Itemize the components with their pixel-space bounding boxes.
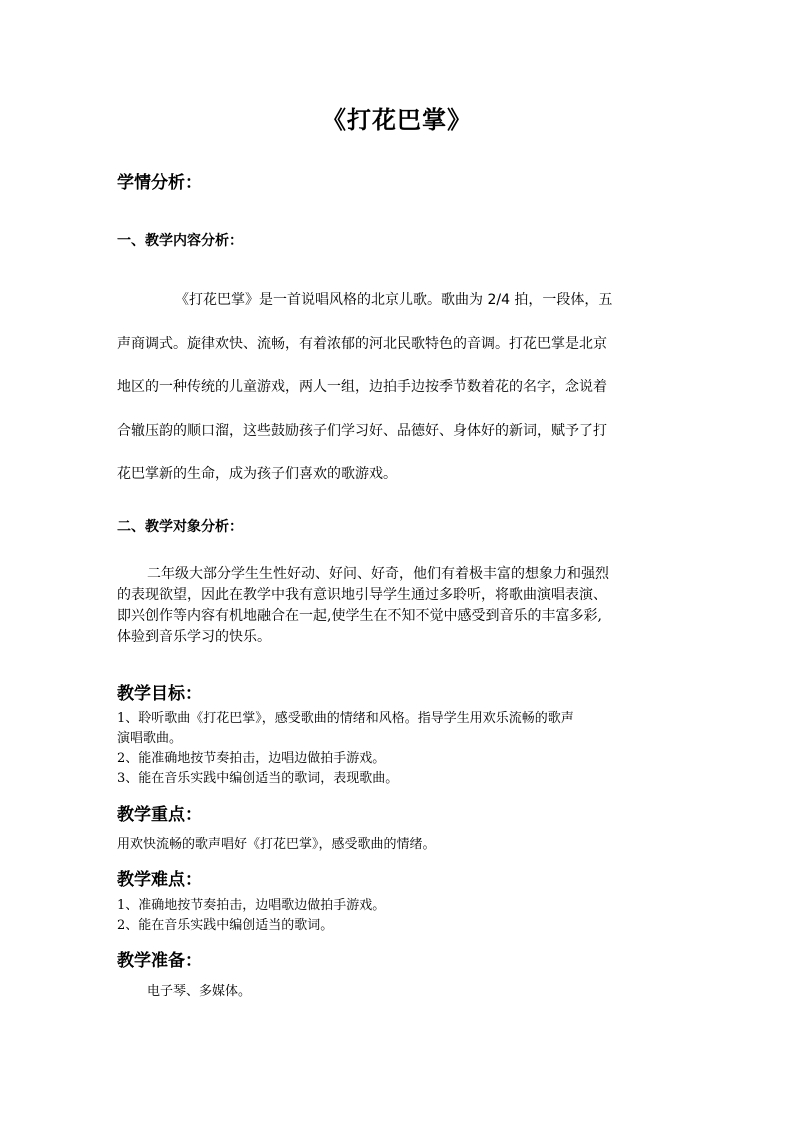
object-analysis-line-1: 二年级大部分学生生性好动、好问、好奇，他们有着极丰富的想象力和强烈 [147,566,609,582]
goal-item-1: 1、聆听歌曲《打花巴掌》，感受歌曲的情绪和风格。指导学生用欢乐流畅的歌声 [117,711,574,726]
goal-item-3: 3、能在音乐实践中编创适当的歌词，表现歌曲。 [117,771,399,786]
content-analysis-line-3: 地区的一种传统的儿童游戏，两人一组，边拍手边按季节数着花的名字，念说着 [117,379,607,395]
heading-object-analysis: 二、教学对象分析： [117,519,243,535]
object-analysis-line-2: 的表现欲望，因此在教学中我有意识地引导学生通过多聆听，将歌曲演唱表演、 [117,587,607,603]
goal-item-1-cont: 演唱歌曲。 [117,731,183,746]
goal-item-2: 2、能准确地按节奏拍击，边唱边做拍手游戏。 [117,751,386,766]
heading-key-points: 教学重点： [117,805,202,825]
content-analysis-line-1: 《打花巴掌》是一首说唱风格的北京儿歌。歌曲为 2/4 拍，一段体，五 [175,292,613,308]
goals-list [117,709,687,789]
difficulty-item-2: 2、能在音乐实践中编创适当的歌词。 [117,918,334,933]
content-analysis-line-4: 合辙压韵的顺口溜，这些鼓励孩子们学习好、品德好、身体好的新词，赋予了打 [117,422,607,439]
difficulties-list [117,896,687,936]
object-analysis-line-4: 体验到音乐学习的快乐。 [117,629,271,645]
heading-goals: 教学目标： [117,684,202,704]
heading-difficulties: 教学难点： [117,870,202,890]
difficulty-item-1: 1、准确地按节奏拍击，边唱歌边做拍手游戏。 [117,898,386,913]
heading-content-analysis: 一、教学内容分析： [117,233,243,249]
object-analysis-paragraph [117,564,677,648]
preparation-text: 电子琴、多媒体。 [147,984,252,999]
content-analysis-paragraph [117,279,677,497]
heading-preparation: 教学准备： [117,951,202,971]
heading-learning-analysis: 学情分析： [117,173,202,193]
object-analysis-line-3: 即兴创作等内容有机地融合在一起,使学生在不知不觉中感受到音乐的丰富多彩, [117,608,602,624]
key-points-text: 用欢快流畅的歌声唱好《打花巴掌》，感受歌曲的情绪。 [117,837,436,852]
document-title: 《打花巴掌》 [322,105,472,134]
content-analysis-line-5: 花巴掌新的生命，成为孩子们喜欢的歌游戏。 [117,466,397,482]
content-analysis-line-2: 声商调式。旋律欢快、流畅，有着浓郁的河北民歌特色的音调。打花巴掌是北京 [117,335,607,352]
